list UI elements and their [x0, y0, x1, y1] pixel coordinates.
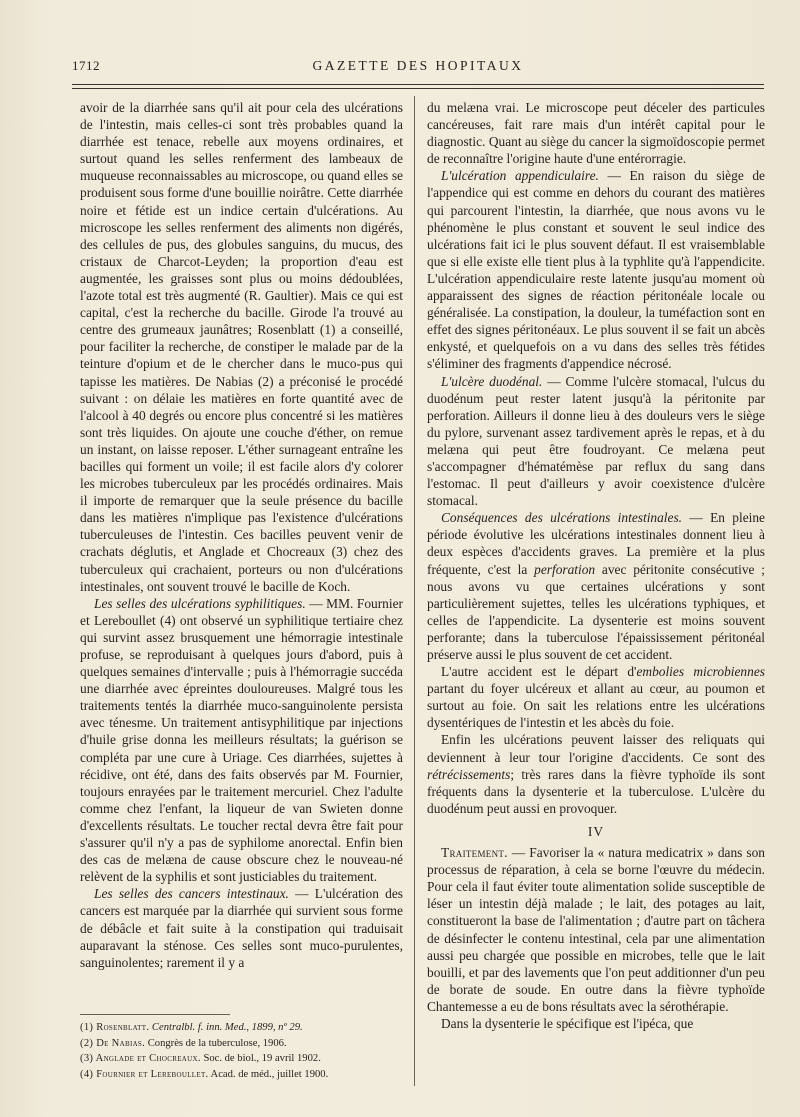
footnote-author: (2) De Nabias.: [80, 1037, 146, 1049]
footnote-author: (1) Rosenblatt.: [80, 1022, 150, 1033]
footnote-text: Centralbl. f. inn. Med., 1899, nº 29.: [149, 1022, 303, 1033]
paragraph-title: Les selles des cancers intestinaux.: [94, 886, 289, 902]
header-rule: [72, 84, 764, 85]
emphasis-text: embolies microbiennes: [636, 664, 765, 680]
paragraph-text: — Favoriser la « natura medicatrix » dans son processus de réparation, à cela se borne l'œuvre du médecin. Pour cela il faut éviter toute alimentation solide susceptible de léser un intestin déjà malade ; le lait, des potages au lait, constitueront la base de l'alimentation ; d'autre part on tâchera de désinfecter le contenu intestinal, cela par une alimentation aussi peu chargée que possible en microbes, telle que le lait bouilli, et par des lavements que l'on peut additionner d'un peu de borate de soude. En outre dans la fièvre typhoïde Chantemesse a eu de bons résultats avec la sérothérapie.: [427, 845, 765, 1014]
footnote-rule: [80, 1014, 230, 1015]
section-number: IV: [587, 823, 605, 839]
paragraph: [427, 99, 765, 167]
right-column: [427, 99, 765, 1032]
paragraph-text: — Comme l'ulcère stomacal, l'ulcus du duodénum peut rester latent jusqu'à la péritonite par perforation. Ailleurs il donne lieu à des douleurs vers le siège du pylore, survenant assez tardivement après le repas, et à du melæna qui peut être foudroyant. Ce melæna peut s'accompagner d'hématémèse par reflux du sang dans l'estomac. Il peut d'ailleurs y avoir coexistence d'ulcère stomacal.: [427, 373, 765, 509]
page-number: 1712: [72, 58, 100, 73]
footnote-author: (4) Fournier et Lereboullet.: [80, 1068, 209, 1080]
paragraph: [427, 167, 765, 372]
paragraph-title: Conséquences des ulcérations intestinales.: [441, 510, 683, 526]
footnote: [80, 1036, 403, 1052]
paragraph-text: L'autre accident est le départ d': [441, 664, 637, 680]
page-header: [72, 58, 764, 78]
footnote-text: Congrès de la tuberculose, 1906.: [145, 1037, 287, 1049]
left-column: [80, 99, 403, 971]
footnotes: [80, 1020, 403, 1082]
paragraph: [427, 509, 765, 663]
paragraph-text: — En pleine période évolutive les ulcérations intestinales donnent lieu à deux espèces d'accidents graves. La première et la plus fréquente, c'est la: [427, 510, 765, 577]
paragraph-text: Dans la dysenterie le spécifique est l'ipéca, que: [441, 1015, 694, 1031]
paragraph: [427, 663, 765, 731]
paragraph-text: avoir de la diarrhée sans qu'il ait pour cela des ulcérations de l'intestin, mais celles-ci sont très probables quand la diarrhée est tenace, rebelle aux moyens ordinaires, et surtout quand les selles renferment des lambeaux de muqueuse reconnaissables au microscope, ou quand elles se produisent sous forme d'une bouillie noirâtre. Cette diarrhée noire et fétide est un indice certain d'ulcérations. Au microscope les selles renferment des aliments non digérés, des cellules de pus, des globules sanguins, du mucus, des cristaux de Charcot-Leyden; la proportion d'eau est augmentée, les graisses sont plus ou moins dédoublées, l'azote total est très augmenté (R. Gaultier). Mais ce qui est capital, c'est la recherche du bacille. Girode l'a trouvé au centre des grumeaux jaunâtres; Rosenblatt (1) a conseillé, pour faciliter la recherche, de constiper le malade par de la teinture d'opium et de le chercher dans le muco-pus qui tapisse les matières. De Nabias (2) a préconisé le procédé suivant : on délaie les matières en forte quantité avec de l'alcool à 40 degrés ou encore plus concentré si les matières sont très liquides. On ajoute une couche d'éther, on remue un instant, on laisse reposer. L'éther surnageant entraîne les bacilles qui forment un voile; il est facile alors d'y colorer les microbes tuberculeux par les procédés ordinaires. Mais il importe de remarquer que la seule présence du bacille dans les matières n'implique pas l'existence d'ulcérations tuberculeuses de l'intestin. Ces bacilles peuvent venir de crachats déglutis, et Anglade et Chocreaux (3) chez des tuberculeux qui crachaient, porteurs ou non d'ulcérations intestinales, ont souvent trouvé le bacille de Koch.: [80, 100, 403, 594]
paragraph: [427, 731, 765, 816]
paragraph-text: du melæna vrai. Le microscope peut déceler des particules cancéreuses, fait rare mais d'un intérêt capital pour le diagnostic. Quant au siège du cancer la sigmoïdoscopie permet de reconnaître l'origine haute d'une entérorragie.: [427, 100, 765, 167]
footnote-text: Acad. de méd., juillet 1900.: [208, 1068, 329, 1080]
journal-title: GAZETTE DES HOPITAUX: [312, 58, 524, 73]
paragraph-text: — MM. Fournier et Lereboullet (4) ont observé un syphilitique tertiaire chez qui survint assez brusquement une hémorragie intestinale profuse, se reproduisant à quelques jours d'abord, puis à quelques semaines d'intervalle ; puis à l'hémorragie succéda une diarrhée avec épreintes douloureuses. Malgré tous les traitements tentés la diarrhée muco-sanguinolente persista avec ténesme. Un traitement antisyphilitique par injections d'huile grise donna les meilleurs résultats; la guérison se compléta par une cure à Uriage. Ces diarrhées, sujettes à récidive, ont été, dans des faits observés par M. Fournier, toujours enrayées par le traitement mercuriel. Chez l'adulte comme chez l'enfant, la liqueur de van Swieten donne d'excellents résultats. Le toucher rectal devra être fait pour s'assurer qu'il n'y a pas de syphilome anorectal. Enfin bien des cas de melæna de cause obscure chez le nouveau-né relèvent de la syphilis et sont justiciables du traitement.: [80, 595, 403, 885]
paragraph-title: Les selles des ulcérations syphilitiques.: [94, 595, 306, 611]
paragraph-text: ; très rares dans la fièvre typhoïde ils sont fréquents dans la dysenterie et la tuberculose. L'ulcère du duodénum peut aussi en provoquer.: [427, 766, 765, 816]
footnote-author: (3) Anglade et Chocreaux.: [80, 1053, 201, 1065]
paragraph-text: avec péritonite consécutive ; nous avons vu que certaines ulcérations y sont particulièrement sujettes, telles les ulcérations typhiques, et celles de l'appendicite. La dysenterie est moins souvent perforante; dans la tuberculose l'épaississement péritonéal préserve aussi le plus souvent de cet accident.: [427, 561, 765, 662]
footnote-text: Soc. de biol., 19 avril 1902.: [200, 1053, 321, 1065]
paragraph-text: — En raison du siège de l'appendice qui est comme en dehors du courant des matières qui parcourent l'intestin, la diarrhée, que nous avons vu le phénomène le plus constant et souvent le seul indice des ulcérations fait ici le plus souvent défaut. Il est vraisemblable que si elle existe elle tient plus à la typhlite qu'à l'appendicite. L'ulcération appendiculaire reste latente jusqu'au moment où apparaissent des signes de réaction péritonéale locale ou généralisée. La constipation, la douleur, la tuméfaction sont en effet des signes péritonéaux. Le plus souvent il se fait un abcès enkysté, et quelquefois on a vu dans des selles très fétides s'éliminer des fragments d'appendice nécrosé.: [427, 168, 765, 372]
paragraph: [427, 373, 765, 510]
emphasis-text: rétrécissements: [427, 766, 511, 782]
footnote: [80, 1051, 403, 1067]
paragraph: [80, 885, 403, 970]
paragraph: [80, 595, 403, 886]
column-divider: [414, 96, 415, 1086]
paragraph: [80, 99, 403, 595]
paragraph-text: partant du foyer ulcéreux et allant au cœur, au poumon et surtout au foie. On sait les relations entre les ulcérations dysentériques de l'intestin et les abcès du foie.: [427, 681, 765, 731]
footnote: [80, 1067, 403, 1083]
paragraph: [427, 1015, 765, 1032]
section-heading: Traitement.: [441, 845, 508, 861]
paragraph-title: L'ulcère duodénal.: [441, 373, 543, 389]
paragraph-text: — L'ulcération des cancers est marquée par la diarrhée qui survient sous forme de débâcle et fait suite à la constipation qui traduisait auparavant la sténose. Ces selles sont muco-purulentes, sanguinolentes; rarement il y a: [80, 886, 403, 970]
emphasis-text: perforation: [534, 561, 596, 577]
paragraph-title: L'ulcération appendiculaire.: [441, 168, 599, 184]
header-rule-thin: [72, 88, 764, 89]
paragraph: [427, 844, 765, 1015]
paragraph-text: Enfin les ulcérations peuvent laisser des reliquats qui deviennent à leur tour l'origine d'accidents. Ce sont des: [427, 732, 765, 765]
footnote: [80, 1020, 403, 1036]
